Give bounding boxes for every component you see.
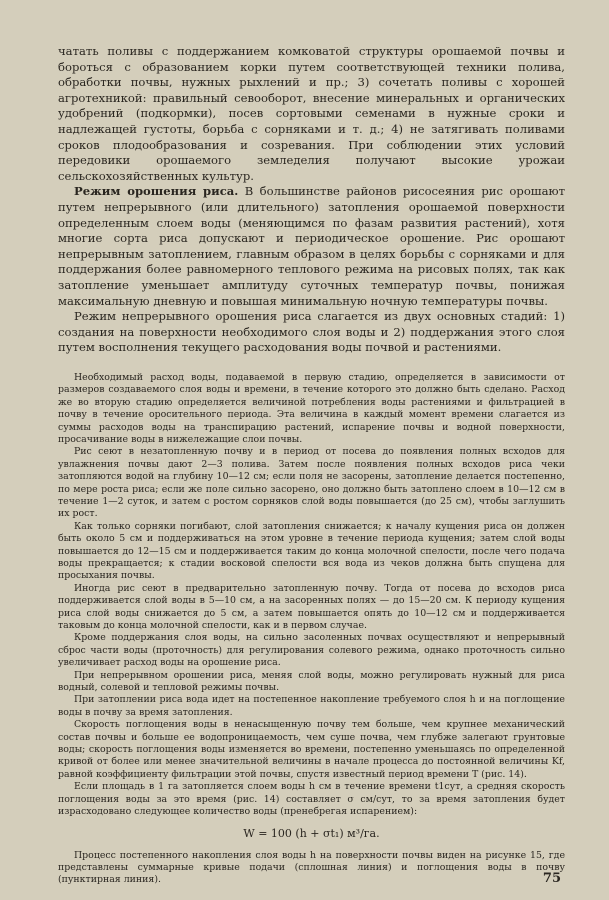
formula: W = 100 (h + σt₁) м³/га. bbox=[243, 826, 380, 840]
small-paragraph: При непрерывном орошении риса, меняя слой воды, можно регулировать нужный для риса водный, солевой и тепловой режимы почвы. bbox=[58, 669, 565, 694]
small-paragraph: Скорость поглощения воды в ненасыщенную почву тем больше, чем крупнее механический состав почвы и больше ее водопроницаемость, чем суше почва, чем глубже залегают грунтовые воды; скорость поглощения воды изменяется во времени, постепенно уменьшаясь по определенной кривой от более или менее значительной величины в начале процесса до постоянной величины Kf, равной коэффициенту фильтрации этой почвы, спустя известный период времени T (рис. 14). bbox=[58, 719, 565, 780]
small-paragraph: Как только сорняки погибают, слой затопления снижается; к началу кущения риса он должен быть около 5 см и поддерживаться на этом уровне в течение периода кущения; затем слой воды повышается до 12—15 см и поддерживается таким до конца молочной спелости, после чего подача воды прекращается; к стадии восковой спелости вся вода из чеков должна быть спущена для просыхания почвы. bbox=[58, 520, 565, 582]
paragraph-rice-1 bbox=[58, 184, 565, 309]
paragraph-top: чатать поливы с поддержанием комковатой структуры орошаемой почвы и бороться с образованием корки путем соответствующей техники полива, обработки почвы, нужных рыхлений и пр.; 3) сочетать поливы с хорошей агротехникой: правильный севооборот, внесение минеральных и органических удобрений (подкормки), посев сортовыми семенами в нужные сроки и надлежащей густоты, борьба с сорняками и т. д.; 4) не затягивать поливами сроков плодообразования и созревания. При соблюдении этих условий передовики орошаемого земледелия получают высокие урожаи сельскохозяйственных культур. bbox=[58, 44, 565, 183]
rice-heading: Режим орошения риса. bbox=[74, 184, 239, 199]
rice-p1-text: В большинстве районов рисосеяния рис орошают путем непрерывного (или длительного) затопления орошаемой поверхности определенным слоем воды (меняющимся по фазам развития растений), хотя многие сорта риса допускают и периодическое орошение. Рис орошают непрерывным затоплением, главным образом в целях борьбы с сорняками и для поддержания более равномерного теплового режима на рисовых полях, так как затопление уменьшает амплитуду суточных температур почвы, понижая максимальную дневную и повышая минимальную ночную температуры почвы. bbox=[58, 184, 566, 308]
paragraph-rice-2: Режим непрерывного орошения риса слагается из двух основных стадий: 1) создания на поверхности необходимого слоя воды и 2) поддержания этого слоя путем восполнения текущего расходования воды почвой и растениями. bbox=[58, 309, 565, 355]
small-paragraph: Необходимый расход воды, подаваемой в первую стадию, определяется в зависимости от размеров создаваемого слоя воды и времени, в течение которого это должно быть сделано. Расход же во вторую стадию определяется величиной потребления воды растениями и фильтрацией в почву в течение оросительного периода. Эта величина в каждый момент времени слагается из суммы расходов воды на транспирацию растений, испарение почвы и водной поверхности, просачивание воды в нижележащие слои почвы. bbox=[58, 371, 565, 445]
small-paragraph: Рис сеют в незатопленную почву и в период от посева до появления полных всходов для увлажнения почвы дают 2—3 полива. Затем после появления полных всходов риса чеки затопляются водой на глубину 10—12 см; если поля не засорены, затопление делается постепенно, по мере роста риса; если же поле сильно засорено, оно должно быть затоплено слоем в 10—12 см в течение 1—2 суток, и затем с ростом сорняков слой воды повышается (до 25 см), чтобы заглушить их рост. bbox=[58, 446, 565, 520]
small-paragraph: Кроме поддержания слоя воды, на сильно засоленных почвах осуществляют и непрерывный сброс части воды (проточность) для регулирования солевого режима, однако проточность сильно увеличивает расход воды на орошение риса. bbox=[58, 632, 565, 669]
page-number: 75 bbox=[542, 871, 561, 886]
small-paragraph: При затоплении риса вода идет на постепенное накопление требуемого слоя h и на поглощение воды в почву за время затопления. bbox=[58, 694, 565, 718]
small-paragraph: Если площадь в 1 га затопляется слоем воды h см в течение времени t1сут, а средняя скорость поглощения воды за это время (рис. 14) составляет σ см/сут, то за время затопления будет израсходовано следующее количество воды (пренебрегая испарением): bbox=[58, 781, 565, 818]
small-paragraph-last: Процесс постепенного накопления слоя воды h на поверхности почвы виден на рисунке 15, где представлены суммарные кривые подачи (сплошная линия) и поглощения воды в почву (пунктирная линия). bbox=[58, 849, 565, 886]
small-paragraph: Иногда рис сеют в предварительно затопленную почву. Тогда от посева до всходов риса поддерживается слой воды в 5—10 см, а на засоренных полях — до 15—20 см. К периоду кущения риса слой воды снижается до 5 см, а затем повышается опять до 10—12 см и поддерживается таковым до конца молочной спелости, как и в первом случае. bbox=[58, 582, 565, 631]
